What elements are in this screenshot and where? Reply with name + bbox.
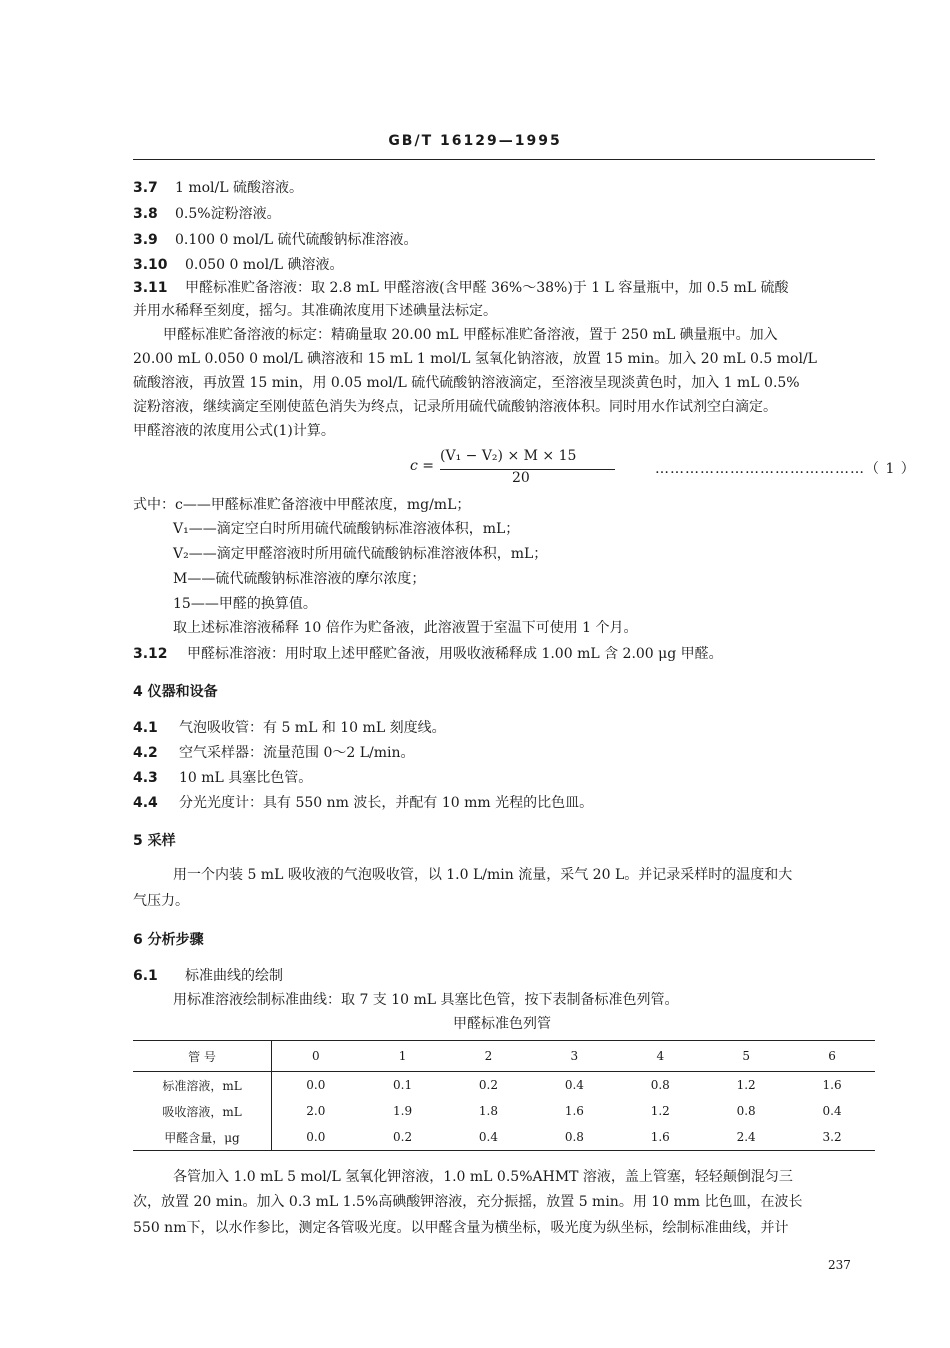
item-4-1: [133, 718, 446, 738]
calib-line: 硫酸溶液，再放置 15 min，用 0.05 mol/L 硫代硫酸钠溶液滴定，至溶液呈现淡黄色时，加入 1 mL 0.5%: [133, 375, 800, 391]
formula-number: ……………………………………（ 1 ）: [655, 461, 916, 477]
table-header-cell: 0: [272, 1041, 360, 1072]
item-number: 4.1: [133, 720, 158, 736]
table-cell: 1.2: [650, 1104, 670, 1118]
calib-line: 甲醛溶液的浓度用公式(1)计算。: [133, 423, 335, 439]
table-cell: 0.1: [393, 1078, 413, 1092]
item-number: 3.8: [133, 206, 158, 222]
section-6-title: 6 分析步骤: [133, 932, 204, 948]
table-intro: 用标准溶液绘制标准曲线：取 7 支 10 mL 具塞比色管，按下表制备标准色列管。: [173, 992, 679, 1008]
formula-lhs: c =: [410, 458, 435, 474]
dilute-text: 取上述标准溶液稀释 10 倍作为贮备液，此溶液置于室温下可使用 1 个月。: [173, 620, 638, 636]
where-line: 式中：c——甲醛标准贮备溶液中甲醛浓度，mg/mL；: [133, 497, 471, 513]
item-3-10: [133, 255, 344, 275]
item-number: 3.9: [133, 232, 158, 248]
table-cell: 0.4: [822, 1104, 842, 1118]
item-6-1: [133, 966, 283, 986]
formula-numerator: (V₁ − V₂) × M × 15: [440, 448, 577, 464]
item-text: 标准曲线的绘制: [185, 968, 283, 984]
table-cell: 2.4: [736, 1130, 756, 1144]
item-text: 1 mol/L 硫酸溶液。: [175, 180, 304, 196]
sampling-text: 气压力。: [133, 893, 189, 909]
table-cell: 1.2: [736, 1078, 756, 1092]
where-line: V₁——滴定空白时所用硫代硫酸钠标准溶液体积，mL；: [173, 521, 520, 537]
header-rule: [133, 159, 875, 160]
table-cell: 0.8: [650, 1078, 670, 1092]
item-number: 4.3: [133, 770, 158, 786]
table-cell: 0.4: [478, 1130, 499, 1144]
table-cell: 0.0: [306, 1130, 326, 1144]
table-cell: 3.2: [822, 1130, 842, 1144]
item-3-8: [133, 204, 281, 224]
table-cell: 0.2: [478, 1078, 499, 1092]
table-cell: 0.4: [564, 1078, 584, 1092]
where-line: M——硫代硫酸钠标准溶液的摩尔浓度；: [173, 571, 426, 587]
item-text: 空气采样器：流量范围 0～2 L/min。: [179, 745, 415, 761]
item-text: 分光光度计：具有 550 nm 波长，并配有 10 mm 光程的比色皿。: [179, 795, 594, 811]
item-number: 3.11: [133, 280, 168, 296]
item-number: 4.4: [133, 795, 158, 811]
item-text: 0.100 0 mol/L 硫代硫酸钠标准溶液。: [175, 232, 418, 248]
table-cell: 0.2: [393, 1130, 413, 1144]
standard-tube-table: [133, 1040, 875, 1151]
item-4-4: [133, 793, 593, 813]
table-header-cell: 6: [789, 1041, 875, 1072]
table-cell: 1.6: [564, 1104, 584, 1118]
table-cell: 2.0: [306, 1104, 326, 1118]
item-4-2: [133, 743, 415, 763]
table-row: [133, 1072, 875, 1099]
formula-denominator: 20: [512, 470, 530, 486]
where-line: V₂——滴定甲醛溶液时所用硫代硫酸钠标准溶液体积，mL；: [173, 546, 548, 562]
table-cell: 1.9: [393, 1104, 413, 1118]
item-number: 3.7: [133, 180, 158, 196]
row-label: 吸收溶液，mL: [133, 1098, 272, 1124]
page-number: 237: [828, 1258, 851, 1272]
item-text: 0.5%淀粉溶液。: [175, 206, 281, 222]
item-number: 6.1: [133, 968, 158, 984]
calib-line: 甲醛标准贮备溶液的标定：精确量取 20.00 mL 甲醛标准贮备溶液，置于 250 mL 碘量瓶中。加入: [163, 327, 778, 343]
item-3-12: [133, 644, 723, 664]
item-text: 0.050 0 mol/L 碘溶液。: [185, 257, 344, 273]
procedure-line: 次，放置 20 min。加入 0.3 mL 1.5%高碘酸钾溶液，充分振摇，放置 5 min。用 10 mm 比色皿，在波长: [133, 1194, 803, 1210]
item-number: 4.2: [133, 745, 158, 761]
item-number: 3.10: [133, 257, 168, 273]
item-4-3: [133, 768, 312, 788]
table-cell: 1.6: [822, 1078, 842, 1092]
item-number: 3.12: [133, 646, 168, 662]
table-cell: 1.8: [478, 1104, 499, 1118]
procedure-line: 各管加入 1.0 mL 5 mol/L 氢氧化钾溶液，1.0 mL 0.5%AHMT 溶液，盖上管塞，轻轻颠倒混匀三: [173, 1169, 793, 1185]
item-text: 甲醛标准贮备溶液：取 2.8 mL 甲醛溶液(含甲醛 36%～38%)于 1 L 容量瓶中，加 0.5 mL 硫酸: [185, 280, 789, 296]
table-header-cell: 2: [446, 1041, 532, 1072]
table-cell: 0.0: [306, 1078, 326, 1092]
table-cell: 0.8: [736, 1104, 756, 1118]
calib-line: 淀粉溶液，继续滴定至刚使蓝色消失为终点，记录所用硫代硫酸钠溶液体积。同时用水作试剂空白滴定。: [133, 399, 777, 415]
table-cell: 0.8: [564, 1130, 584, 1144]
table-header-cell: 3: [531, 1041, 617, 1072]
table-header-cell: 4: [617, 1041, 703, 1072]
formula-1: [410, 442, 916, 488]
row-label: 甲醛含量，μg: [133, 1124, 272, 1151]
item-text: 10 mL 具塞比色管。: [179, 770, 313, 786]
where-line: 15——甲醛的换算值。: [173, 596, 317, 612]
item-3-7: [133, 178, 303, 198]
item-3-9: [133, 230, 418, 250]
sampling-text: 用一个内装 5 mL 吸收液的气泡吸收管，以 1.0 L/min 流量，采气 20 L。并记录采样时的温度和大: [173, 867, 793, 883]
document-header: GB/T 16129—1995: [388, 133, 562, 149]
table-cell: 1.6: [650, 1130, 670, 1144]
table-header-row: [133, 1041, 875, 1072]
calib-line: 20.00 mL 0.050 0 mol/L 碘溶液和 15 mL 1 mol/L 氢氧化钠溶液，放置 15 min。加入 20 mL 0.5 mol/L: [133, 351, 817, 367]
section-5-title: 5 采样: [133, 833, 176, 849]
table-row: [133, 1124, 875, 1151]
table-row: [133, 1098, 875, 1124]
table-header-label: 管 号: [133, 1041, 272, 1072]
table-caption: 甲醛标准色列管: [453, 1016, 551, 1032]
item-text: 甲醛标准溶液：用时取上述甲醛贮备液，用吸收液稀释成 1.00 mL 含 2.00 μg 甲醛。: [187, 646, 723, 662]
table-header-cell: 5: [703, 1041, 789, 1072]
item-text: 气泡吸收管：有 5 mL 和 10 mL 刻度线。: [179, 720, 446, 736]
item-3-11-cont: 并用水稀释至刻度，摇匀。其准确浓度用下述碘量法标定。: [133, 303, 497, 319]
item-3-11: [133, 278, 789, 298]
procedure-line: 550 nm下，以水作参比，测定各管吸光度。以甲醛含量为横坐标，吸光度为纵坐标，绘制标准曲线，并计: [133, 1220, 789, 1236]
section-4-title: 4 仪器和设备: [133, 684, 218, 700]
row-label: 标准溶液，mL: [133, 1072, 272, 1099]
table-header-cell: 1: [360, 1041, 446, 1072]
